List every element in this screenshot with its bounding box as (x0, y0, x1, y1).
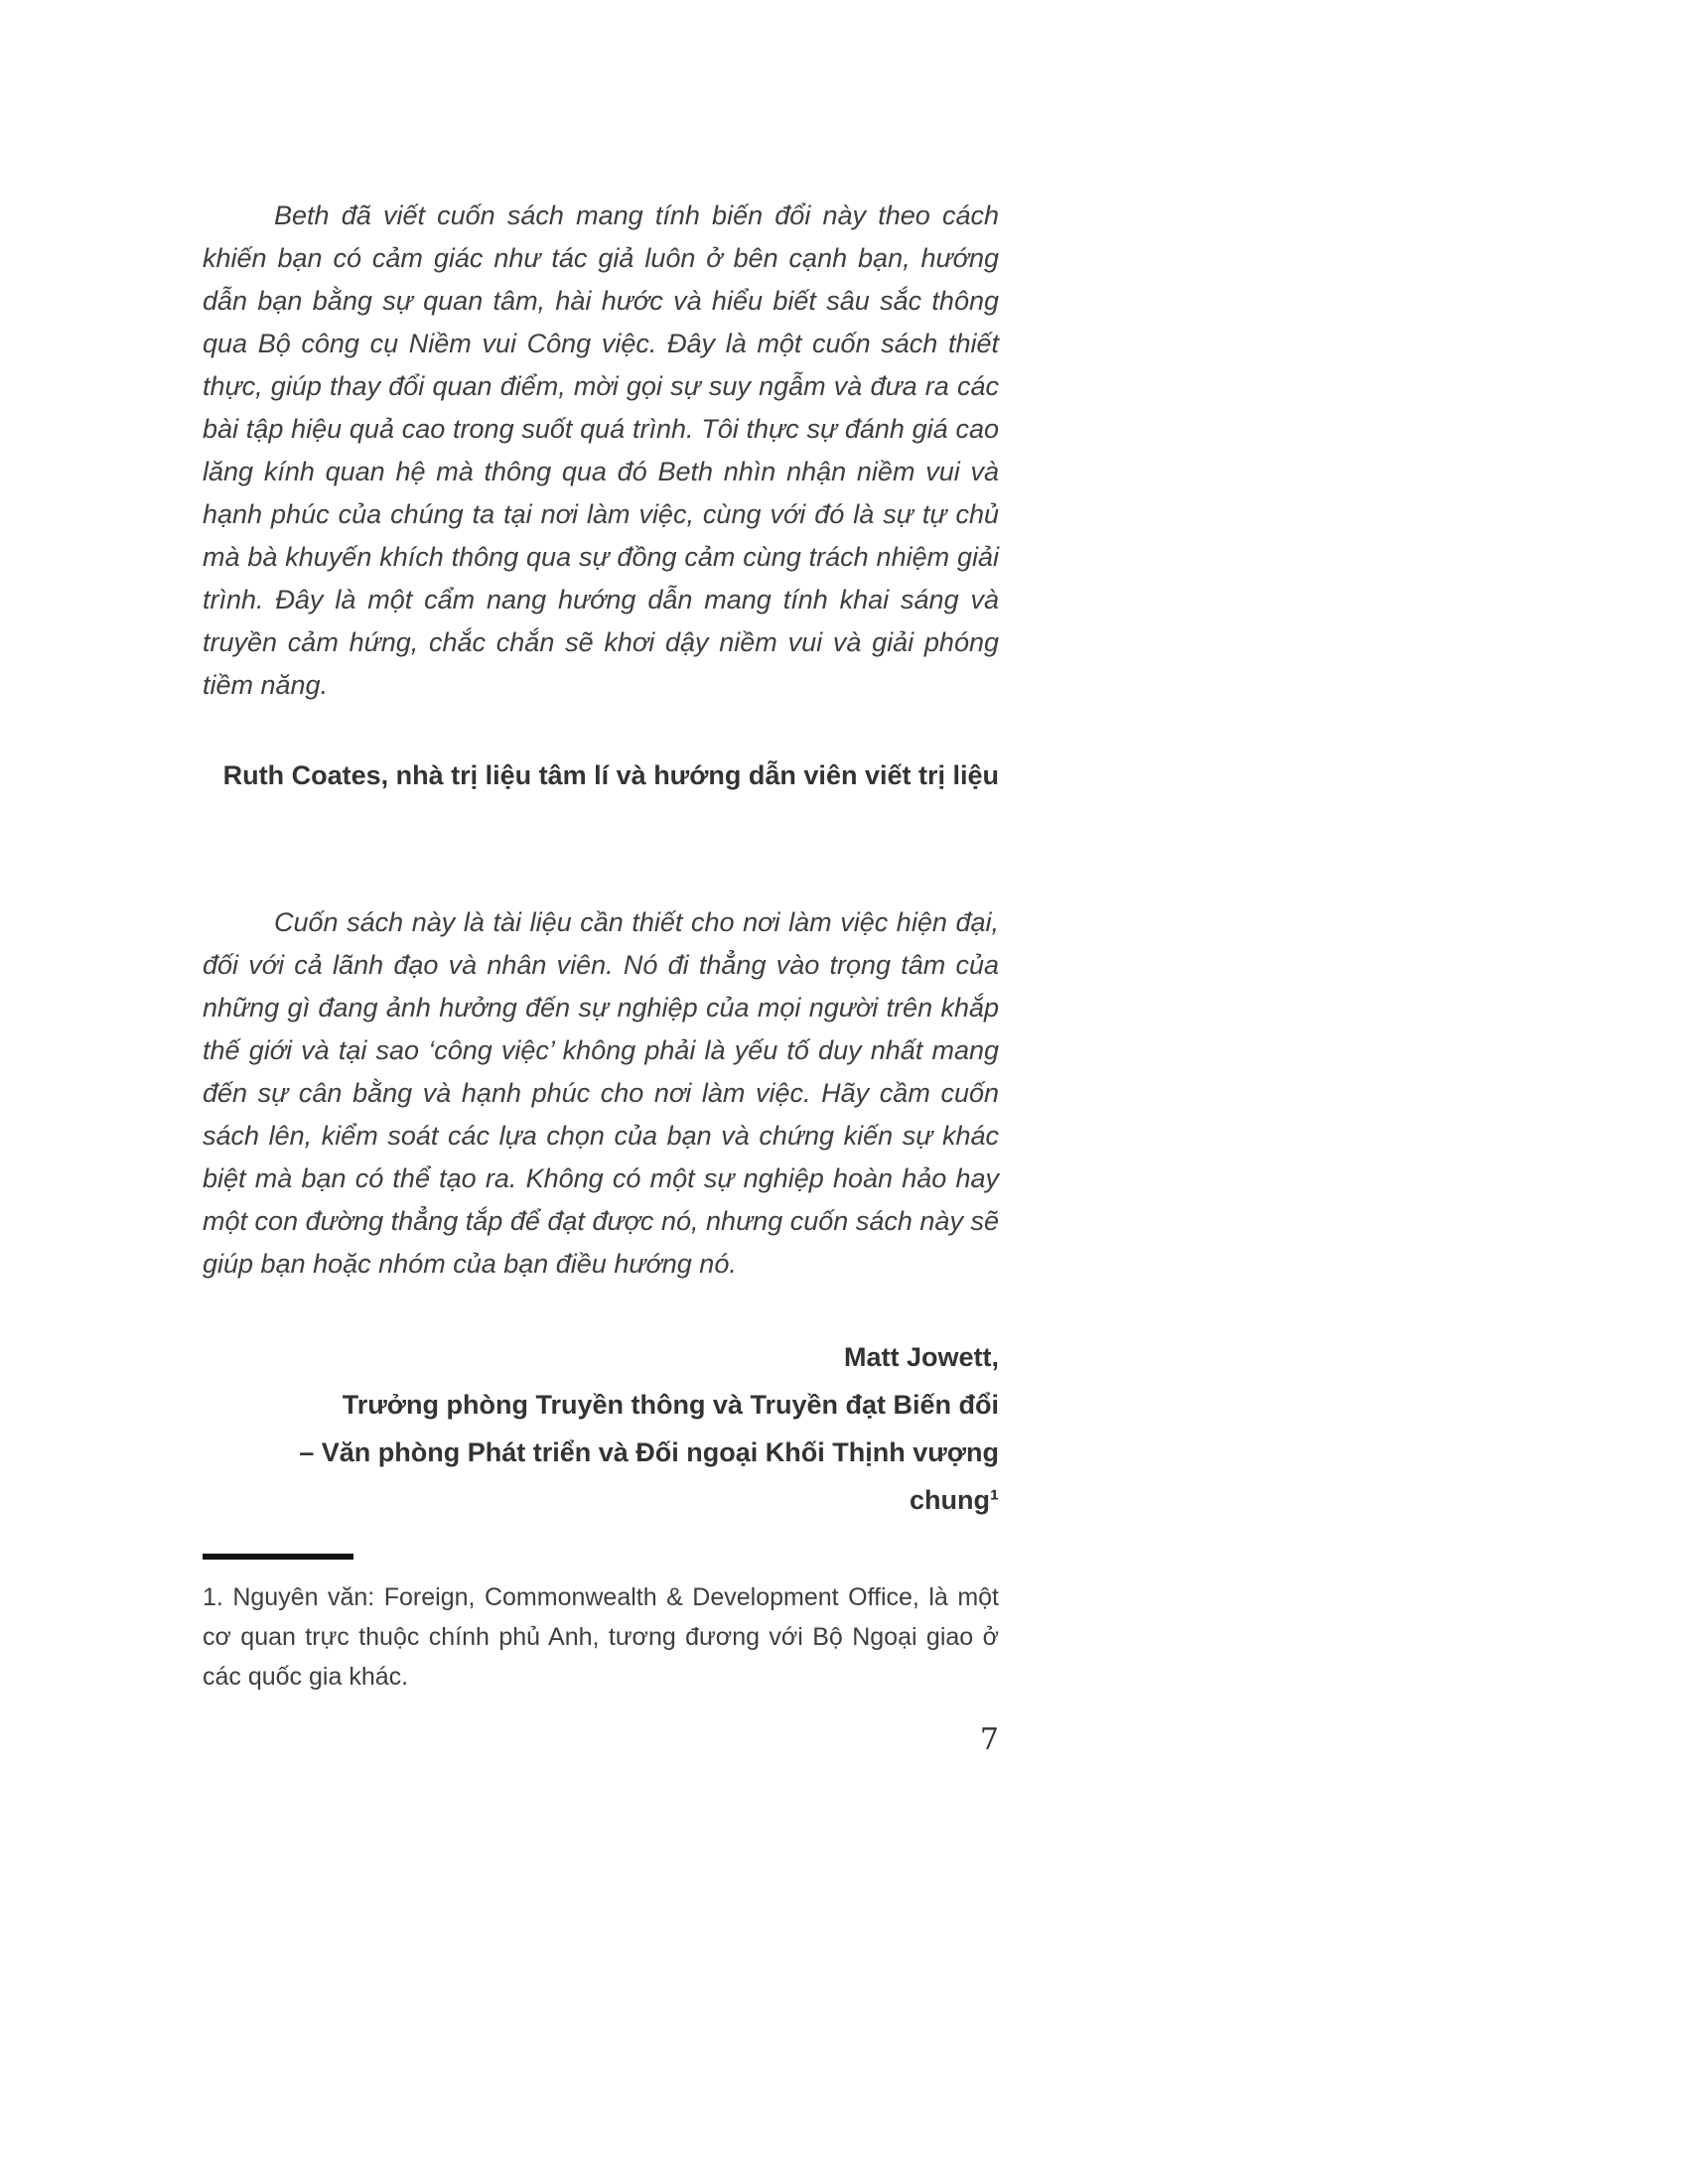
footnote-separator (203, 1554, 353, 1560)
testimonial-2-attribution (203, 1333, 999, 1524)
testimonial-quote-2: Cuốn sách này là tài liệu cần thiết cho nơi làm việc hiện đại, đối với cả lãnh đạo và nhân viên. Nó đi thẳng vào trọng tâm của những gì đang ảnh hưởng đến sự nghiệp của mọi người trên khắp thế giới và tại sao ‘công việc’ không phải là yếu tố duy nhất mang đến sự cân bằng và hạnh phúc cho nơi làm việc. Hãy cầm cuốn sách lên, kiểm soát các lựa chọn của bạn và chứng kiến sự khác biệt mà bạn có thể tạo ra. Không có một sự nghiệp hoàn hảo hay một con đường thẳng tắp để đạt được nó, nhưng cuốn sách này sẽ giúp bạn hoặc nhóm của bạn điều hướng nó. (203, 907, 999, 1279)
testimonial-2-attribution-name: Matt Jowett, (843, 1342, 999, 1372)
footnote-text: 1. Nguyên văn: Foreign, Commonwealth & Development Office, là một cơ quan trực thuộc chính phủ Anh, tương đương với Bộ Ngoại giao ở các quốc gia khác. (203, 1583, 999, 1691)
testimonial-quote-1: Beth đã viết cuốn sách mang tính biến đổi này theo cách khiến bạn có cảm giác như tác giả luôn ở bên cạnh bạn, hướng dẫn bạn bằng sự quan tâm, hài hước và hiểu biết sâu sắc thông qua Bộ công cụ Niềm vui Công việc. Đây là một cuốn sách thiết thực, giúp thay đổi quan điểm, mời gọi sự suy ngẫm và đưa ra các bài tập hiệu quả cao trong suốt quá trình. Tôi thực sự đánh giá cao lăng kính quan hệ mà thông qua đó Beth nhìn nhận niềm vui và hạnh phúc của chúng ta tại nơi làm việc, cùng với đó là sự tự chủ mà bà khuyến khích thông qua sự đồng cảm cùng trách nhiệm giải trình. Đây là một cẩm nang hướng dẫn mang tính khai sáng và truyền cảm hứng, chắc chắn sẽ khơi dậy niềm vui và giải phóng tiềm năng. (203, 201, 999, 700)
page-content (203, 195, 999, 1757)
page-number: 7 (979, 1722, 999, 1757)
testimonial-2-attribution-title: Trưởng phòng Truyền thông và Truyền đạt Biến đổi (342, 1390, 999, 1420)
testimonial-2-attribution-org: – Văn phòng Phát triển và Đối ngoại Khối Thịnh vượng chung¹ (299, 1437, 999, 1515)
testimonial-1-attribution: Ruth Coates, nhà trị liệu tâm lí và hướng dẫn viên viết trị liệu (222, 760, 999, 790)
